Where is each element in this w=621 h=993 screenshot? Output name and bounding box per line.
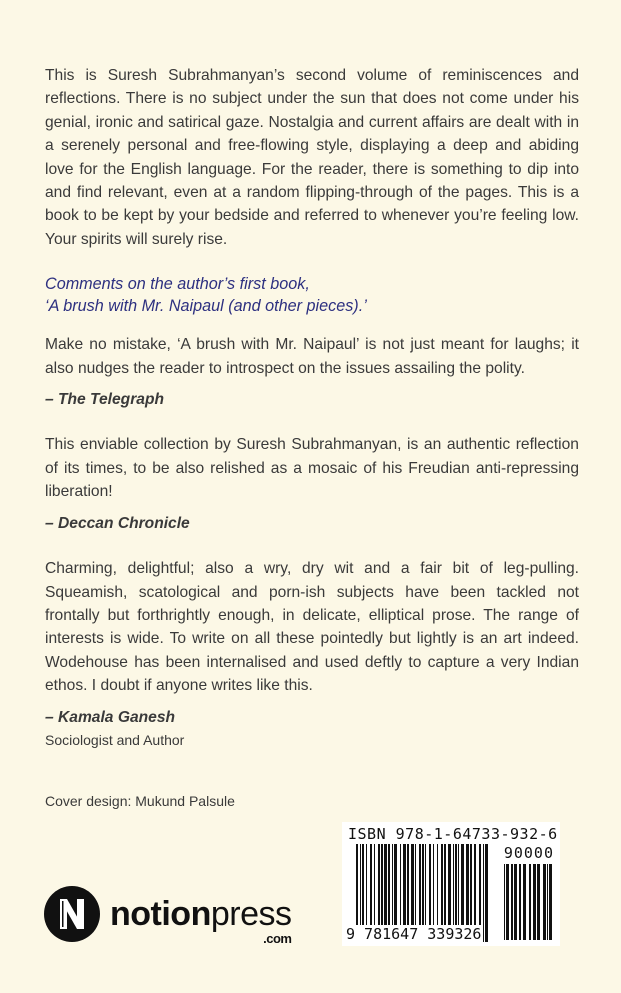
barcode-bar — [519, 864, 521, 940]
wordmark-bold: notion — [110, 894, 211, 933]
barcode-bar — [547, 864, 548, 940]
review-source: – Kamala Ganesh — [45, 708, 176, 726]
isbn-text: ISBN 978-1-64733-932-6 — [348, 825, 558, 843]
publisher-wordmark — [110, 894, 292, 946]
comments-heading-line: Comments on the author’s first book, — [45, 275, 310, 294]
barcode-bar — [529, 864, 531, 940]
isbn-barcode — [342, 822, 560, 946]
price-addon-number: 90000 — [503, 844, 554, 862]
review-quote: Make no mistake, ‘A brush with Mr. Naipaul’ is not just meant for laughs; it also nudges the reader to introspect on the issues assailing the polity. — [45, 336, 579, 377]
book-blurb: This is Suresh Subrahmanyan’s second volume of reminiscences and reflections. There is no subject under the sun that does not come under his genial, ironic and satirical gaze. Nostalgia and current affairs are dealt with in a serenely personal and free-flowing style, displaying a deep and abiding love for the English language. For the reader, there is something to dip into and find relevant, even at a random flipping-through of the pages. This is a book to be kept by your bedside and referred to whenever you’re feeling low. Your spirits will surely rise. — [45, 67, 579, 248]
barcode-bar — [485, 844, 488, 942]
comments-heading — [45, 273, 579, 317]
review-source: – The Telegraph — [45, 391, 165, 409]
review-quote: This enviable collection by Suresh Subrahmanyan, is an authentic reflection of its times, to be also relished as a mosaic of his Freudian anti-repressing liberation! — [45, 436, 579, 501]
barcode-bar — [537, 864, 540, 940]
barcode-bar — [523, 864, 526, 940]
barcode-bar — [506, 864, 509, 940]
back-cover-text — [45, 64, 579, 814]
addon-barcode-bars — [504, 864, 556, 940]
cover-design-credit: Cover design: Mukund Palsule — [45, 793, 235, 810]
comments-heading-line: ‘A brush with Mr. Naipaul (and other pieces).’ — [45, 297, 367, 316]
barcode-bar — [543, 864, 546, 940]
wordmark-suffix: .com — [263, 930, 292, 946]
barcode-bar — [549, 864, 552, 940]
barcode-bar — [504, 864, 505, 940]
ean-number: 9 781647 339326 — [346, 925, 482, 943]
notionpress-n-icon — [44, 886, 100, 942]
review-quote: Charming, delightful; also a wry, dry wit and a fair bit of leg-pulling. Squeamish, scatological and porn-ish subjects have been tackled not frontally but forthrightly enough, in delicate, elliptical prose. The range of interests is wide. To write on all these pointedly but lightly is an art indeed. Wodehouse has been internalised and used deftly to capture a very Indian ethos. I doubt if anyone writes like this. — [45, 560, 579, 695]
reviewer-role: Sociologist and Author — [45, 731, 185, 748]
wordmark-light: press — [210, 894, 292, 933]
barcode-bar — [511, 864, 513, 940]
review-source: – Deccan Chronicle — [45, 514, 190, 532]
barcode-bar — [514, 864, 517, 940]
barcode-bar — [533, 864, 536, 940]
publisher-logo — [44, 886, 292, 946]
